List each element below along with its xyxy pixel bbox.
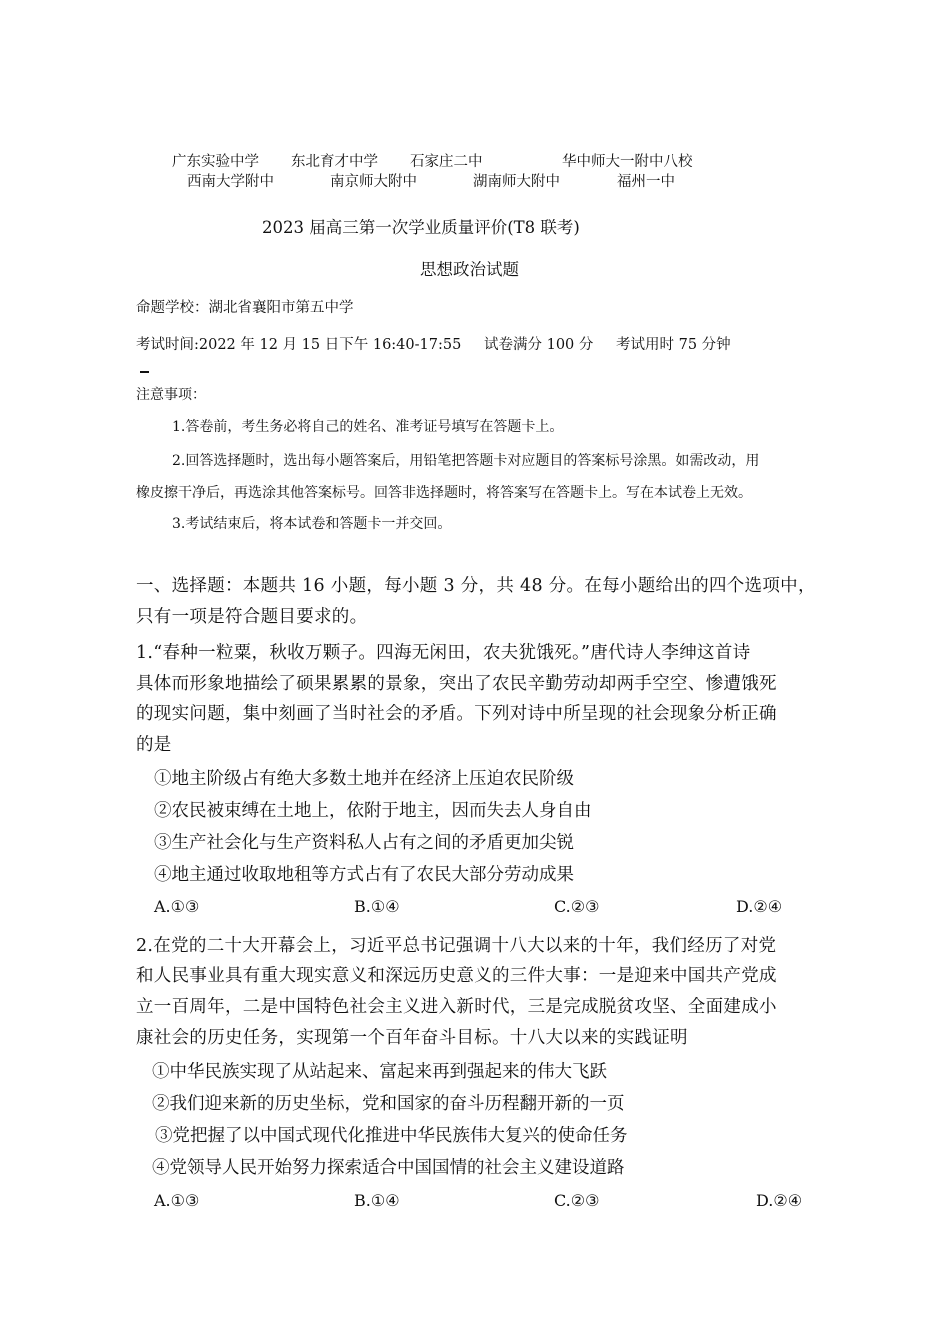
section-heading-cont: 只有一项是符合题目要求的。	[136, 607, 368, 627]
school-name: 广东实验中学	[172, 154, 259, 170]
notice-item-cont: 橡皮擦干净后，再选涂其他答案标号。回答非选择题时，将答案写在答题卡上。写在本试卷上无效。	[136, 485, 752, 501]
question-1-choice-a: A.①③	[154, 897, 200, 916]
question-2-choice-c: C.②③	[554, 1191, 600, 1210]
exam-time: 考试时间:2022 年 12 月 15 日下午 16:40-17:55	[136, 337, 462, 353]
question-2-statement: ①中华民族实现了从站起来、富起来再到强起来的伟大飞跃	[152, 1062, 607, 1082]
question-1-text: 具体而形象地描绘了硕果累累的景象，突出了农民辛勤劳动却两手空空、惨遭饿死	[136, 674, 777, 694]
question-1-statement: ②农民被束缚在土地上，依附于地主，因而失去人身自由	[154, 801, 592, 821]
question-2-text: 立一百周年，二是中国特色社会主义进入新时代，三是完成脱贫攻坚、全面建成小	[136, 997, 777, 1017]
question-1-choice-b: B.①④	[354, 897, 400, 916]
question-2-choice-a: A.①③	[154, 1191, 200, 1210]
question-1-statement: ③生产社会化与生产资料私人占有之间的矛盾更加尖锐	[154, 833, 574, 853]
question-1-text: 的现实问题，集中刻画了当时社会的矛盾。下列对诗中所呈现的社会现象分析正确	[136, 704, 777, 724]
school-name: 福州一中	[617, 174, 675, 190]
question-1-statement: ①地主阶级占有绝大多数土地并在经济上压迫农民阶级	[154, 769, 574, 789]
school-name: 石家庄二中	[410, 154, 483, 170]
question-1-text: 1.“春种一粒粟，秋收万颗子。四海无闲田，农夫犹饿死。”唐代诗人李绅这首诗	[136, 643, 751, 663]
notice-heading: 注意事项：	[136, 387, 206, 403]
question-1-statement: ④地主通过收取地租等方式占有了农民大部分劳动成果	[154, 865, 574, 885]
question-2-text: 2.在党的二十大开幕会上，习近平总书记强调十八大以来的十年，我们经历了对党	[136, 936, 777, 956]
school-name: 西南大学附中	[187, 174, 274, 190]
school-name: 东北育才中学	[291, 154, 378, 170]
question-2-choice-b: B.①④	[354, 1191, 400, 1210]
question-2-statement: ④党领导人民开始努力探索适合中国国情的社会主义建设道路	[152, 1158, 625, 1178]
section-heading: 一、选择题：本题共 16 小题，每小题 3 分，共 48 分。在每小题给出的四个选项中，	[136, 576, 816, 596]
notice-item: 3.考试结束后，将本试卷和答题卡一并交回。	[172, 516, 452, 532]
setter-school: 命题学校：湖北省襄阳市第五中学	[136, 300, 354, 316]
question-1-text: 的是	[136, 735, 172, 755]
school-name: 湖南师大附中	[473, 174, 560, 190]
school-name: 华中师大一附中八校	[562, 154, 693, 170]
question-1-choice-c: C.②③	[554, 897, 600, 916]
notice-item: 1.答卷前，考生务必将自己的姓名、准考证号填写在答题卡上。	[172, 419, 564, 435]
exam-title: 2023 届高三第一次学业质量评价(T8 联考)	[262, 218, 580, 237]
question-1-choice-d: D.②④	[736, 897, 783, 916]
full-score: 试卷满分 100 分	[484, 337, 594, 353]
dash-mark	[140, 371, 149, 373]
question-2-statement: ②我们迎来新的历史坐标，党和国家的奋斗历程翻开新的一页	[152, 1094, 625, 1114]
question-2-text: 和人民事业具有重大现实意义和深远历史意义的三件大事：一是迎来中国共产党成	[136, 966, 777, 986]
duration: 考试用时 75 分钟	[616, 337, 731, 353]
school-name: 南京师大附中	[330, 174, 417, 190]
subject-title: 思想政治试题	[420, 260, 519, 279]
notice-item: 2.回答选择题时，选出每小题答案后，用铅笔把答题卡对应题目的答案标号涂黑。如需改动，用	[172, 453, 760, 469]
question-2-choice-d: D.②④	[756, 1191, 803, 1210]
question-2-statement: ③党把握了以中国式现代化推进中华民族伟大复兴的使命任务	[155, 1126, 628, 1146]
question-2-text: 康社会的历史任务，实现第一个百年奋斗目标。十八大以来的实践证明	[136, 1028, 688, 1048]
